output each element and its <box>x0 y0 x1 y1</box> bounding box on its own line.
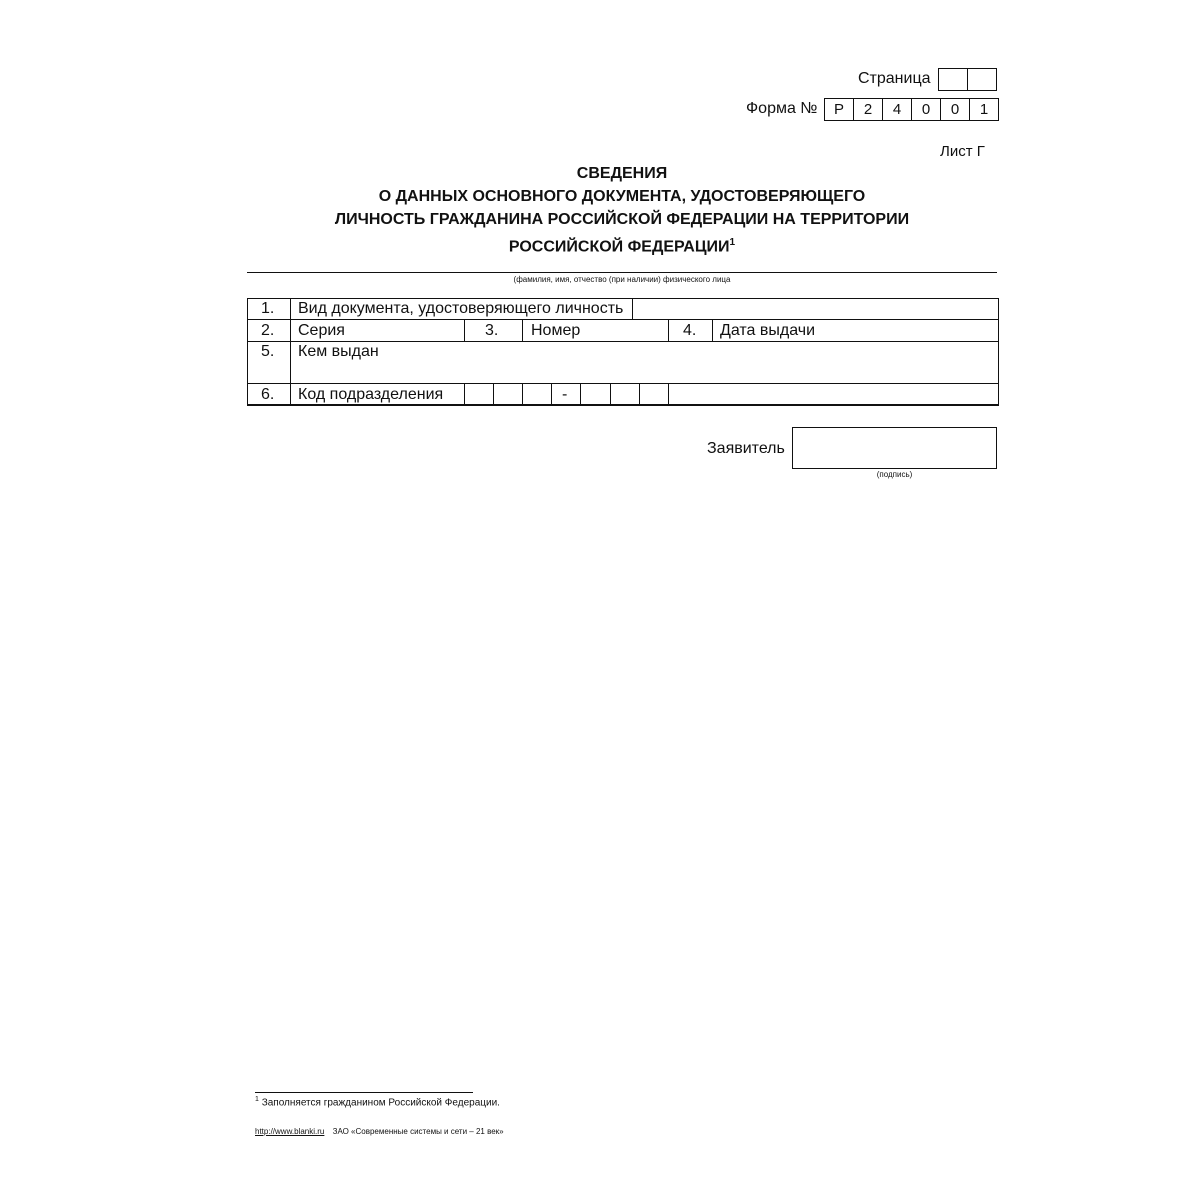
page-label: Страница <box>858 70 931 87</box>
full-name-caption: (фамилия, имя, отчество (при наличии) физического лица <box>513 275 731 284</box>
applicant-label: Заявитель <box>707 440 785 457</box>
row-number: 3. <box>485 322 499 339</box>
row-number: 2. <box>261 322 275 339</box>
signature-field[interactable] <box>792 427 997 469</box>
title-line: ЛИЧНОСТЬ ГРАЖДАНИНА РОССИЙСКОЙ ФЕДЕРАЦИИ НА ТЕРРИТОРИИ <box>334 211 910 228</box>
table-border <box>610 383 611 406</box>
table-border <box>551 383 552 406</box>
row-number: 1. <box>261 300 275 317</box>
issue-date-label: Дата выдачи <box>720 322 816 339</box>
page-number-cell[interactable] <box>967 68 997 91</box>
document-type-field[interactable] <box>633 299 998 319</box>
title-footnote-mark: 1 <box>729 237 736 248</box>
title-line: СВЕДЕНИЯ <box>576 165 668 182</box>
title-line: РОССИЙСКОЙ ФЕДЕРАЦИИ <box>508 238 730 256</box>
form-code-cells <box>824 98 998 121</box>
table-border <box>247 298 248 406</box>
signature-caption: (подпись) <box>876 470 913 479</box>
document-details-table <box>247 298 999 406</box>
form-number-label: Форма № <box>746 100 818 117</box>
row-number: 4. <box>683 322 697 339</box>
full-name-field[interactable] <box>247 272 997 273</box>
footnote-separator <box>255 1092 473 1093</box>
table-border <box>290 298 291 406</box>
publisher-name: ЗАО «Современные системы и сети – 21 век» <box>332 1127 504 1136</box>
row-number: 6. <box>261 386 275 403</box>
issued-by-label: Кем выдан <box>298 343 379 360</box>
form-code-cell: 2 <box>853 98 883 121</box>
footnote-mark: 1 <box>255 1096 259 1103</box>
title-line-last <box>250 231 994 258</box>
table-border <box>522 319 523 342</box>
page-number-cell[interactable] <box>938 68 968 91</box>
form-code-cell: 4 <box>882 98 912 121</box>
table-border <box>522 383 523 406</box>
table-border <box>493 383 494 406</box>
table-border <box>247 404 999 406</box>
division-code-label: Код подразделения <box>298 386 444 403</box>
form-code-cell: 1 <box>969 98 999 121</box>
publisher-info <box>255 1127 504 1136</box>
title-line: О ДАННЫХ ОСНОВНОГО ДОКУМЕНТА, УДОСТОВЕРЯЮЩЕГО <box>378 188 866 205</box>
table-border <box>998 298 999 406</box>
number-label: Номер <box>531 322 581 339</box>
row-number: 5. <box>261 343 275 360</box>
series-label: Серия <box>298 322 345 339</box>
form-code-cell: Р <box>824 98 854 121</box>
table-border <box>464 383 465 406</box>
table-border <box>639 383 640 406</box>
table-border <box>668 383 669 406</box>
document-type-label: Вид документа, удостоверяющего личность <box>298 300 624 317</box>
footnote <box>255 1096 500 1108</box>
document-title <box>250 162 994 258</box>
table-border <box>464 319 465 342</box>
table-border <box>712 319 713 342</box>
form-code-cell: 0 <box>911 98 941 121</box>
table-border <box>580 383 581 406</box>
publisher-link[interactable]: http://www.blanki.ru <box>255 1127 325 1136</box>
division-code-dash: - <box>562 386 568 403</box>
table-border <box>247 341 999 342</box>
page-number-cells <box>938 68 997 91</box>
table-border <box>247 383 999 384</box>
table-border <box>247 319 999 320</box>
table-border <box>668 319 669 342</box>
form-code-cell: 0 <box>940 98 970 121</box>
footnote-text: Заполняется гражданином Российской Федерации. <box>261 1097 500 1109</box>
sheet-label: Лист Г <box>940 143 985 160</box>
